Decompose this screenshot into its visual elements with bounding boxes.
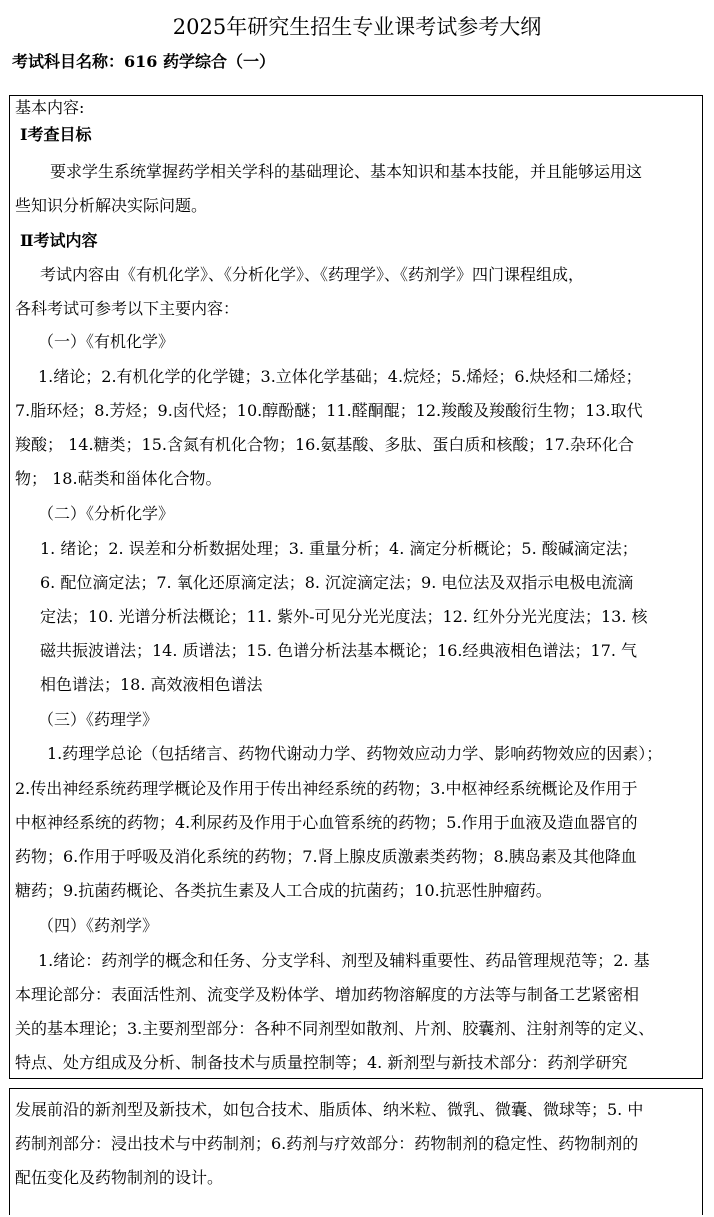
- course-1-title: （一）《有机化学》: [38, 332, 175, 351]
- document-title: 2025年研究生招生专业课考试参考大纲: [172, 15, 542, 39]
- course-4-cont-line: 配伍变化及药物制剂的设计。: [15, 1168, 224, 1187]
- course-2-line: 6. 配位滴定法；7. 氧化还原滴定法；8. 沉淀滴定法；9. 电位法及双指示电极电流滴: [40, 573, 634, 592]
- course-1-line: 7.脂环烃；8.芳烃；9.卤代烃；10.醇酚醚；11.醛酮醌；12.羧酸及羧酸衍生物；13.取代: [15, 401, 643, 420]
- basic-content-label: 基本内容:: [15, 98, 85, 117]
- course-4-line: 1.绪论：药剂学的概念和任务、分支学科、剂型及辅料重要性、药品管理规范等；2. 基: [38, 951, 650, 970]
- course-1-line: 物； 18.萜类和甾体化合物。: [15, 469, 222, 488]
- content-box-continued: [9, 1088, 703, 1215]
- course-4-line: 本理论部分：表面活性剂、流变学及粉体学、增加药物溶解度的方法等与制备工艺紧密相: [15, 985, 640, 1004]
- s1-line: 要求学生系统掌握药学相关学科的基础理论、基本知识和基本技能，并且能够运用这: [50, 162, 643, 181]
- course-3-line: 1.药理学总论（包括绪言、药物代谢动力学、药物效应动力学、影响药物效应的因素）；: [47, 744, 663, 763]
- course-2-line: 1. 绪论；2. 误差和分析数据处理；3. 重量分析；4. 滴定分析概论；5. 酸碱滴定法；: [40, 539, 638, 558]
- exam-subject: 考试科目名称：616 药学综合（一）: [12, 52, 275, 71]
- course-1-line: 1.绪论；2.有机化学的化学键；3.立体化学基础；4.烷烃；5.烯烃；6.炔烃和二烯烃；: [38, 367, 642, 386]
- course-1-line: 羧酸； 14.糖类；15.含氮有机化合物；16.氨基酸、多肽、蛋白质和核酸；17.杂环化合: [15, 435, 634, 454]
- course-2-title: （二）《分析化学》: [38, 504, 175, 523]
- course-4-cont-line: 药制剂部分：浸出技术与中药制剂；6.药剂与疗效部分：药物制剂的稳定性、药物制剂的: [15, 1134, 639, 1153]
- s2-intro-line: 各科考试可参考以下主要内容：: [15, 299, 240, 318]
- section-1-heading: Ⅰ考查目标: [20, 125, 92, 144]
- course-3-line: 2.传出神经系统药理学概论及作用于传出神经系统的药物；3.中枢神经系统概论及作用于: [15, 779, 638, 798]
- section-2-heading: Ⅱ考试内容: [20, 231, 98, 250]
- content-box: [9, 95, 703, 1079]
- course-4-line: 特点、处方组成及分析、制备技术与质量控制等；4. 新剂型与新技术部分：药剂学研究: [15, 1053, 628, 1072]
- course-4-cont-line: 发展前沿的新剂型及新技术，如包合技术、脂质体、纳米粒、微乳、微囊、微球等；5. 中: [15, 1100, 644, 1119]
- course-2-line: 相色谱法；18. 高效液相色谱法: [40, 675, 263, 694]
- course-4-line: 关的基本理论；3.主要剂型部分：各种不同剂型如散剂、片剂、胶囊剂、注射剂等的定义、: [15, 1019, 655, 1038]
- course-3-line: 药物；6.作用于呼吸及消化系统的药物；7.肾上腺皮质激素类药物；8.胰岛素及其他降血: [15, 847, 637, 866]
- course-3-line: 中枢神经系统的药物；4.利尿药及作用于心血管系统的药物；5.作用于血液及造血器官的: [15, 813, 638, 832]
- course-3-title: （三）《药理学》: [38, 710, 159, 729]
- course-3-line: 糖药；9.抗菌药概论、各类抗生素及人工合成的抗菌药；10.抗恶性肿瘤药。: [15, 881, 552, 900]
- s2-intro-line: 考试内容由《有机化学》、《分析化学》、《药理学》、《药剂学》四门课程组成，: [40, 265, 585, 284]
- course-2-line: 磁共振波谱法；14. 质谱法；15. 色谱分析法基本概论；16.经典液相色谱法；17. 气: [40, 641, 638, 660]
- s1-line: 些知识分析解决实际问题。: [15, 196, 208, 215]
- course-4-title: （四）《药剂学》: [38, 916, 159, 935]
- course-2-line: 定法；10. 光谱分析法概论；11. 紫外-可见分光光度法；12. 红外分光光度法；13. 核: [40, 607, 648, 626]
